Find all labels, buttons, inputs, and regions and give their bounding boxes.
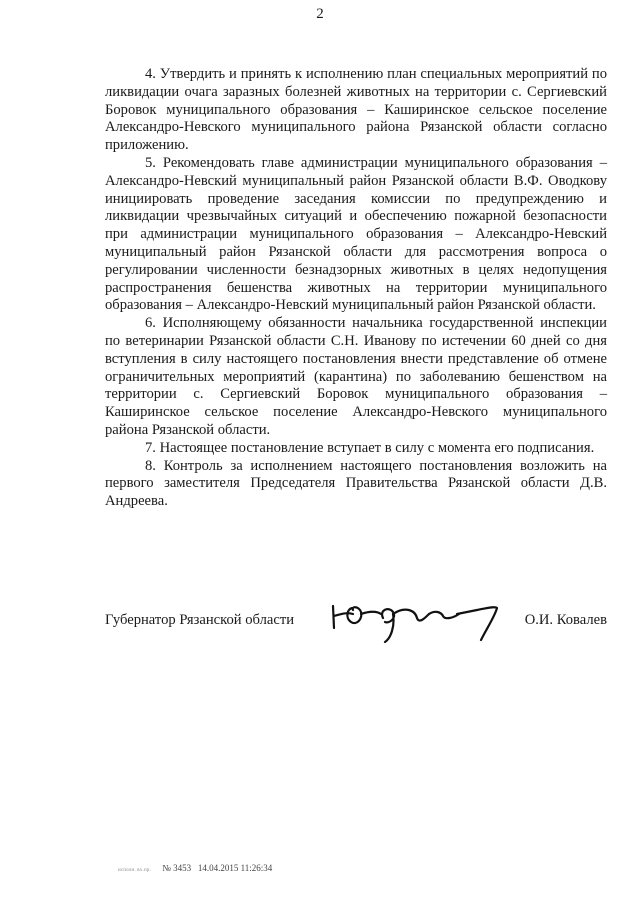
signatory-title: Губернатор Рязанской области: [105, 612, 295, 628]
paragraph-5: 5. Рекомендовать главе администрации муниципального образования – Александро-Невский муниципальный район Рязанской области В.Ф. Оводкову инициировать проведение заседания комиссии по предупреждению и ликвидации чрезвычайных ситуаций и обеспечению пожарной безопасности при администрации муниципального образования – Александро-Невский муниципальный район Рязанской области для рассмотрения вопроса о регулировании численности безнадзорных животных в целях недопущения распространения бешенства животных на территории муниципального образования – Александро-Невский муниципальный район Рязанской области.: [105, 154, 607, 314]
paragraph-4: 4. Утвердить и принять к исполнению план специальных мероприятий по ликвидации очага заразных болезней животных на территории с. Сергиевский Боровок муниципального образования – Каширинское сельское поселение Александро-Невского муниципального района Рязанской области согласно приложению.: [105, 66, 607, 154]
document-body: [105, 66, 607, 511]
page-number: 2: [316, 6, 324, 22]
footer-stamp: [118, 863, 272, 873]
footer-doc-number: № 3453: [162, 863, 192, 873]
paragraph-6: 6. Исполняющему обязанности начальника государственной инспекции по ветеринарии Рязанской области С.Н. Иванову по истечении 60 дней со дня вступления в силу настоящего постановления внести представление об отмене ограничительных мероприятий (карантина) по заболеванию бешенством на территории с. Сергиевский Боровок муниципального образования – Каширинское сельское поселение Александро-Невского муниципального района Рязанской области.: [105, 315, 607, 438]
signature-block: [105, 604, 607, 644]
handwritten-signature-icon: [327, 596, 505, 646]
signatory-name: О.И. Ковалев: [524, 612, 607, 628]
paragraph-7: 7. Настоящее постановление вступает в силу с момента его подписания.: [145, 439, 595, 456]
footer-timestamp: 14.04.2015 11:26:34: [197, 863, 273, 873]
paragraph-8: 8. Контроль за исполнением настоящего постановления возложить на первого заместителя Председателя Правительства Рязанской области Д.В. Андреева.: [105, 457, 607, 510]
footer-faint-text: исполн. вх.пр.: [118, 868, 152, 873]
